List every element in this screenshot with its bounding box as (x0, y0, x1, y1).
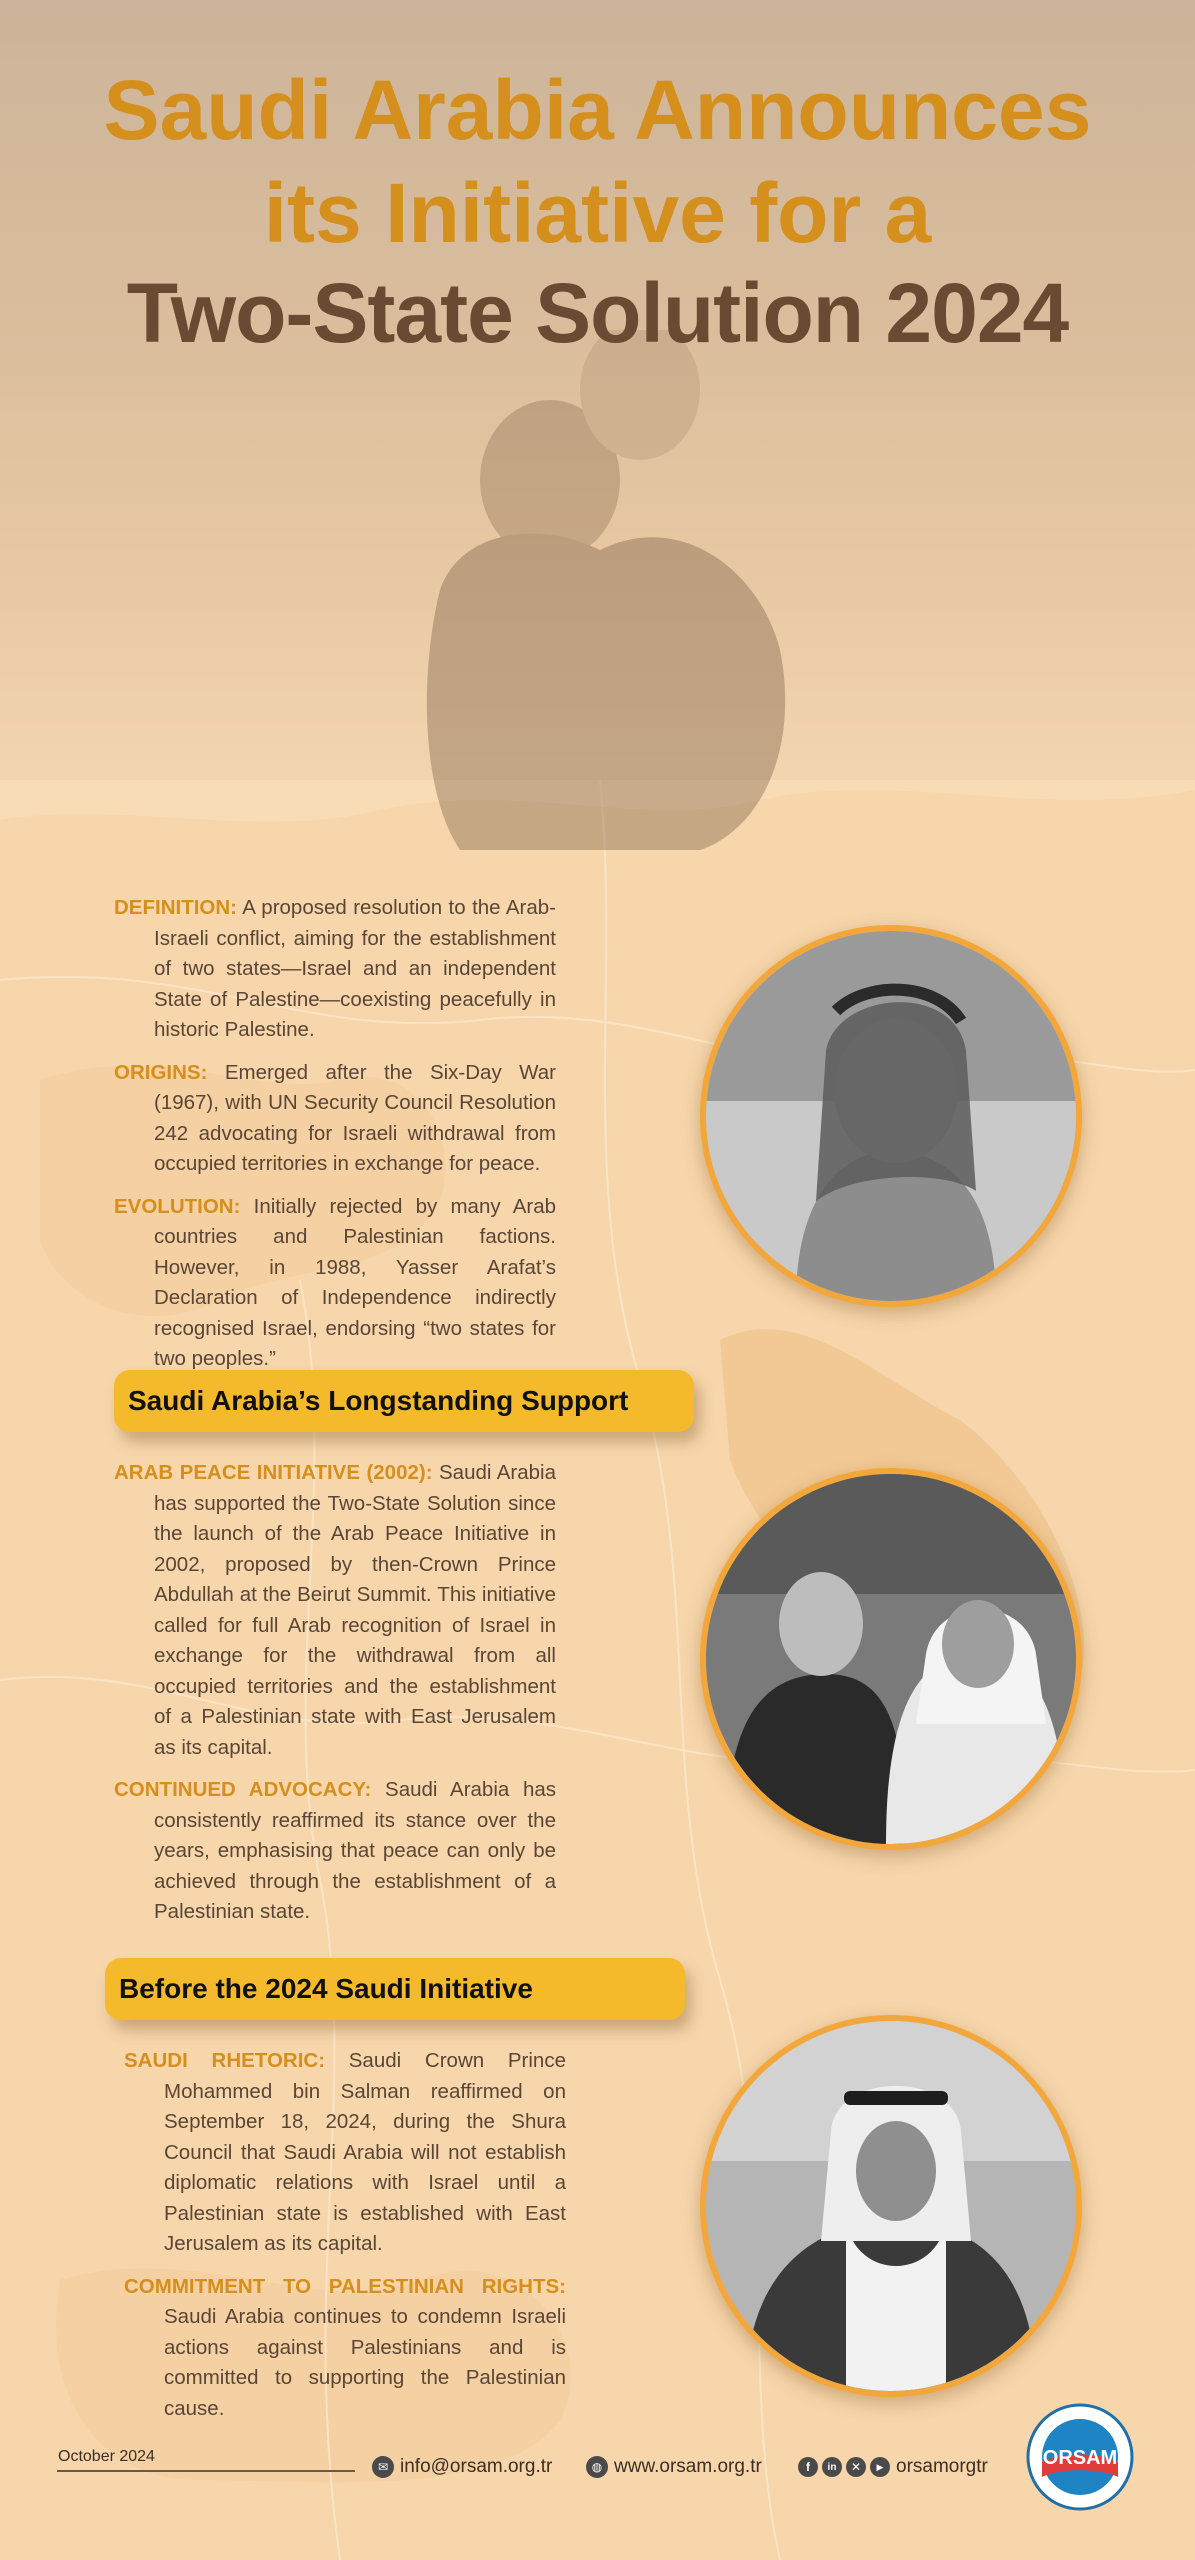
footer-date: October 2024 (58, 2448, 155, 2465)
youtube-icon[interactable]: ▶ (870, 2457, 890, 2477)
continued-advocacy-label: CONTINUED ADVOCACY: (114, 1778, 372, 1801)
facebook-icon[interactable]: f (798, 2457, 818, 2477)
definition-text: A proposed resolution to the Arab-Israeli conflict, aiming for the establishment of two states—Israel and an independent State of Palestine—coexisting peacefully in historic Palestine. (154, 896, 556, 1041)
footer-divider (57, 2470, 355, 2472)
footer-social-handle[interactable]: orsamorgtr (896, 2456, 988, 2477)
svg-text:ORSAM: ORSAM (1042, 2447, 1118, 2469)
evolution-label: EVOLUTION: (114, 1194, 241, 1218)
intro-section (114, 893, 556, 1387)
photo-mbs (700, 2015, 1082, 2397)
title-line-2: its Initiative for a (263, 166, 932, 260)
section-heading-support: Saudi Arabia’s Longstanding Support (128, 1385, 629, 1416)
origins-text: Emerged after the Six-Day War (1967), with UN Security Council Resolution 242 advocating for Israeli withdrawal from occupied territories in exchange for peace. (154, 1060, 556, 1175)
section-banner-before-2024 (105, 1958, 685, 2020)
footer-email[interactable] (372, 2456, 552, 2478)
palestinian-rights-text: Saudi Arabia continues to condemn Israeli actions against Palestinians and is committed to supporting the Palestinian cause. (164, 2305, 566, 2420)
orsam-logo (1025, 2402, 1135, 2512)
footer-website[interactable] (586, 2456, 762, 2478)
definition-paragraph (114, 893, 556, 1046)
evolution-paragraph (114, 1192, 556, 1375)
palestinian-rights-label: COMMITMENT TO PALESTINIAN RIGHTS: (124, 2274, 566, 2298)
title-line-1: Saudi Arabia Announces (103, 63, 1092, 157)
definition-label: DEFINITION: (114, 896, 237, 919)
continued-advocacy-paragraph (114, 1775, 556, 1928)
globe-icon: ◍ (586, 2456, 608, 2478)
arab-peace-initiative-text: Saudi Arabia has supported the Two-State Solution since the launch of the Arab Peace Initiative in 2002, proposed by then-Crown Prince Abdullah at the Beirut Summit. This initiative called for full Arab recognition of Israel in exchange for the withdrawal from all occupied territories and the establishment of a Palestinian state with East Jerusalem as its capital. (154, 1461, 557, 1759)
photo-abbas-abdullah (700, 1468, 1082, 1850)
saudi-rhetoric-text: Saudi Crown Prince Mohammed bin Salman reaffirmed on September 18, 2024, during the Shura Council that Saudi Arabia will not establish diplomatic relations with Israel until a Palestinian state is established with East Jerusalem as its capital. (164, 2049, 566, 2255)
title-line-3: Two-State Solution 2024 (126, 266, 1069, 360)
footer-email-text[interactable]: info@orsam.org.tr (400, 2456, 553, 2477)
origins-paragraph (114, 1058, 556, 1180)
x-icon[interactable]: ✕ (846, 2457, 866, 2477)
saudi-rhetoric-paragraph (124, 2046, 566, 2260)
palestinian-rights-paragraph (124, 2272, 566, 2425)
saudi-rhetoric-label: SAUDI RHETORIC: (124, 2049, 326, 2072)
linkedin-icon[interactable]: in (822, 2457, 842, 2477)
arab-peace-initiative-paragraph (114, 1458, 556, 1763)
section-banner-support (114, 1370, 694, 1432)
arab-peace-initiative-label: ARAB PEACE INITIATIVE (2002): (114, 1461, 433, 1484)
before-2024-section (124, 2046, 566, 2436)
section-heading-before-2024: Before the 2024 Saudi Initiative (119, 1973, 533, 2004)
origins-label: ORIGINS: (114, 1060, 208, 1084)
footer-social (798, 2456, 988, 2478)
mail-icon: ✉ (372, 2456, 394, 2478)
footer-website-text[interactable]: www.orsam.org.tr (614, 2456, 762, 2477)
background-photo-silhouette (380, 330, 820, 850)
continued-advocacy-text: Saudi Arabia has consistently reaffirmed its stance over the years, emphasising that peace can only be achieved through the establishment of a Palestinian state. (154, 1778, 556, 1923)
photo-arafat (700, 925, 1082, 1307)
support-section (114, 1458, 556, 1940)
evolution-text: Initially rejected by many Arab countries and Palestinian factions. However, in 1988, Yasser Arafat’s Declaration of Independence indirectly recognised Israel, endorsing “two states for two peoples.” (154, 1194, 556, 1370)
